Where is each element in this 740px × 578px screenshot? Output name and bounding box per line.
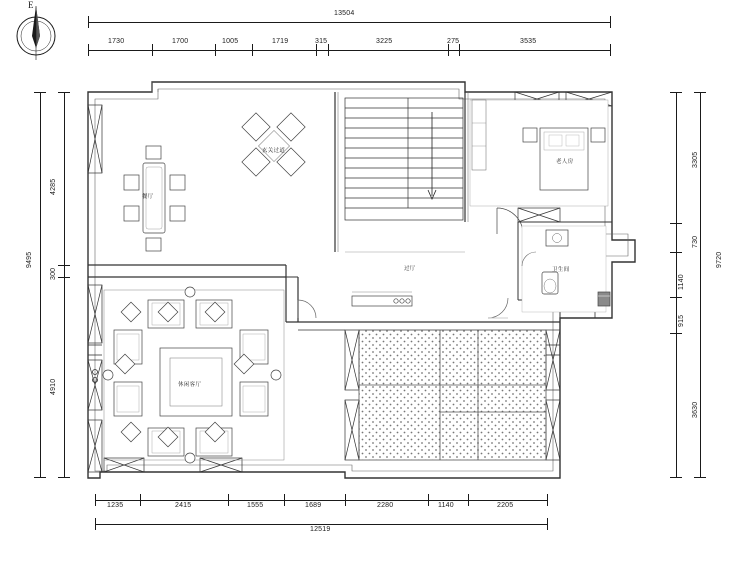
bottom-seg-dim-2: 1555 <box>247 502 264 509</box>
top-total-dim: 13504 <box>334 10 355 17</box>
room-label-dining: 餐厅 <box>142 194 154 200</box>
right-seg-dim-1: 730 <box>692 235 699 248</box>
room-label-entry-hall: 玄关过道 <box>262 148 286 154</box>
top-seg-dim-5: 3225 <box>376 38 393 45</box>
room-label-living-room: 休闲客厅 <box>178 382 202 388</box>
right-seg-dim-3: 915 <box>678 314 685 327</box>
top-seg-dim-0: 1730 <box>108 38 125 45</box>
left-seg-dim-2: 4910 <box>50 378 57 395</box>
room-label-bedroom: 老人房 <box>556 159 574 165</box>
top-seg-dim-2: 1005 <box>222 38 239 45</box>
left-seg-dim-1: 300 <box>50 267 57 280</box>
top-seg-dim-6: 275 <box>447 38 460 45</box>
right-total-dim: 9720 <box>716 251 723 268</box>
top-seg-dim-1: 1700 <box>172 38 189 45</box>
left-seg-dim-0: 4285 <box>50 178 57 195</box>
top-seg-dim-7: 3535 <box>520 38 537 45</box>
room-label-stair-hall: 过厅 <box>404 266 416 272</box>
top-seg-dim-3: 1719 <box>272 38 289 45</box>
compass-label: E <box>28 0 34 10</box>
bottom-seg-dim-6: 2205 <box>497 502 514 509</box>
right-seg-dim-4: 3630 <box>692 401 699 418</box>
bottom-seg-dim-5: 1140 <box>438 502 454 509</box>
right-seg-dim-0: 3305 <box>692 151 699 168</box>
left-total-dim: 9495 <box>26 251 33 268</box>
bottom-seg-dim-1: 2415 <box>175 502 192 509</box>
room-label-bathroom: 卫生间 <box>552 267 570 273</box>
bottom-seg-dim-4: 2280 <box>377 502 394 509</box>
right-seg-dim-2: 1140 <box>678 274 685 290</box>
top-seg-dim-4: 315 <box>315 38 328 45</box>
bottom-seg-dim-0: 1235 <box>107 502 124 509</box>
bottom-seg-dim-3: 1689 <box>305 502 322 509</box>
bottom-total-dim: 12519 <box>310 526 331 533</box>
